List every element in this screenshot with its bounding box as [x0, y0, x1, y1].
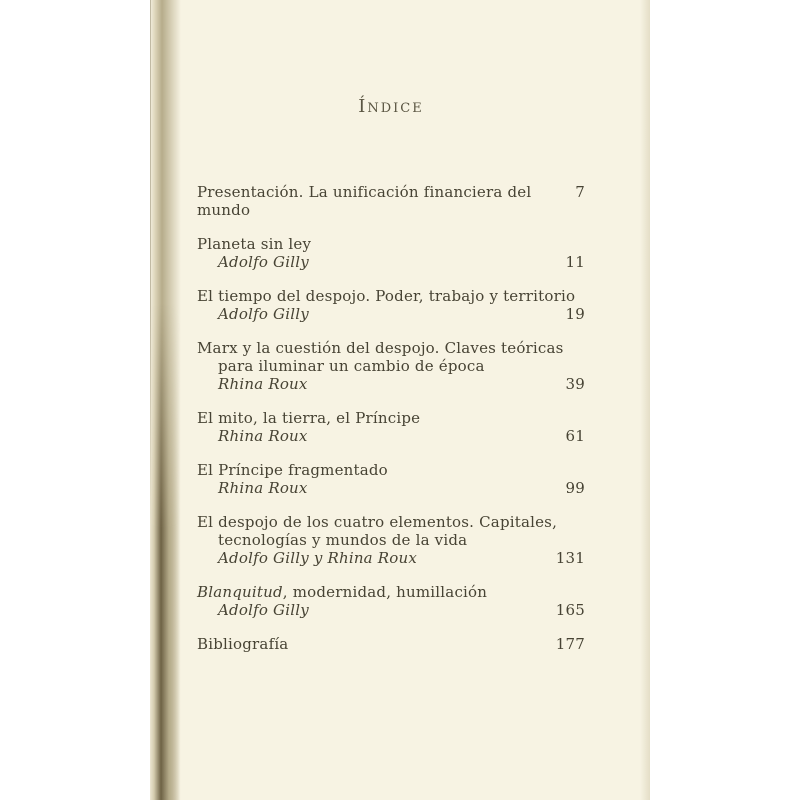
toc-entry-title: El despojo de los cuatro elementos. Capitales,	[197, 513, 558, 531]
toc-entry-title-continued: tecnologías y mundos de la vida	[218, 531, 468, 549]
toc-entry-page: 165	[555, 601, 585, 619]
toc-entry	[197, 461, 585, 497]
toc-entry-page: 7	[575, 183, 585, 201]
toc-entry-page: 131	[555, 549, 585, 567]
toc-entry-title: Presentación. La unificación financiera del mundo	[197, 183, 532, 219]
page-content	[197, 0, 585, 669]
toc-entry-title: Bibliografía	[197, 635, 289, 653]
toc-entry	[197, 409, 585, 445]
toc-entry	[197, 635, 585, 653]
toc-entry-title: El Príncipe fragmentado	[197, 461, 388, 479]
toc-entry-title: El tiempo del despojo. Poder, trabajo y territorio	[197, 287, 576, 305]
toc-entry-title: El mito, la tierra, el Príncipe	[197, 409, 421, 427]
toc-entry-title	[197, 583, 487, 601]
toc-entry-title: Marx y la cuestión del despojo. Claves teóricas	[197, 339, 564, 357]
toc-entry-title-continued: para iluminar un cambio de época	[218, 357, 485, 375]
toc-entry-author: Rhina Roux	[218, 479, 308, 497]
toc-entry	[197, 513, 585, 567]
toc-entry	[197, 287, 585, 323]
page-right-edge	[640, 0, 650, 800]
toc-entry	[197, 235, 585, 271]
page-gutter-shadow	[150, 304, 180, 800]
toc-entry-author: Rhina Roux	[218, 427, 308, 445]
book-page	[150, 0, 650, 800]
toc-entry-page: 39	[565, 375, 585, 393]
toc-entry-title-roman-part: , modernidad, humillación	[282, 583, 488, 601]
table-of-contents	[197, 183, 585, 653]
toc-entry	[197, 183, 585, 219]
toc-entry-author: Adolfo Gilly y Rhina Roux	[218, 549, 418, 567]
toc-entry-page: 19	[565, 305, 585, 323]
toc-entry-page: 61	[565, 427, 585, 445]
toc-entry-author: Rhina Roux	[218, 375, 308, 393]
toc-entry	[197, 583, 585, 619]
toc-entry-author: Adolfo Gilly	[218, 601, 309, 619]
toc-entry-page: 11	[565, 253, 585, 271]
toc-entry-author: Adolfo Gilly	[218, 253, 309, 271]
toc-entry-page: 99	[565, 479, 585, 497]
page-title: Índice	[358, 96, 424, 117]
toc-entry-title-italic-part: Blanquitud	[197, 583, 283, 601]
toc-entry	[197, 339, 585, 393]
toc-entry-page: 177	[555, 635, 585, 653]
toc-entry-author: Adolfo Gilly	[218, 305, 309, 323]
toc-entry-title: Planeta sin ley	[197, 235, 312, 253]
